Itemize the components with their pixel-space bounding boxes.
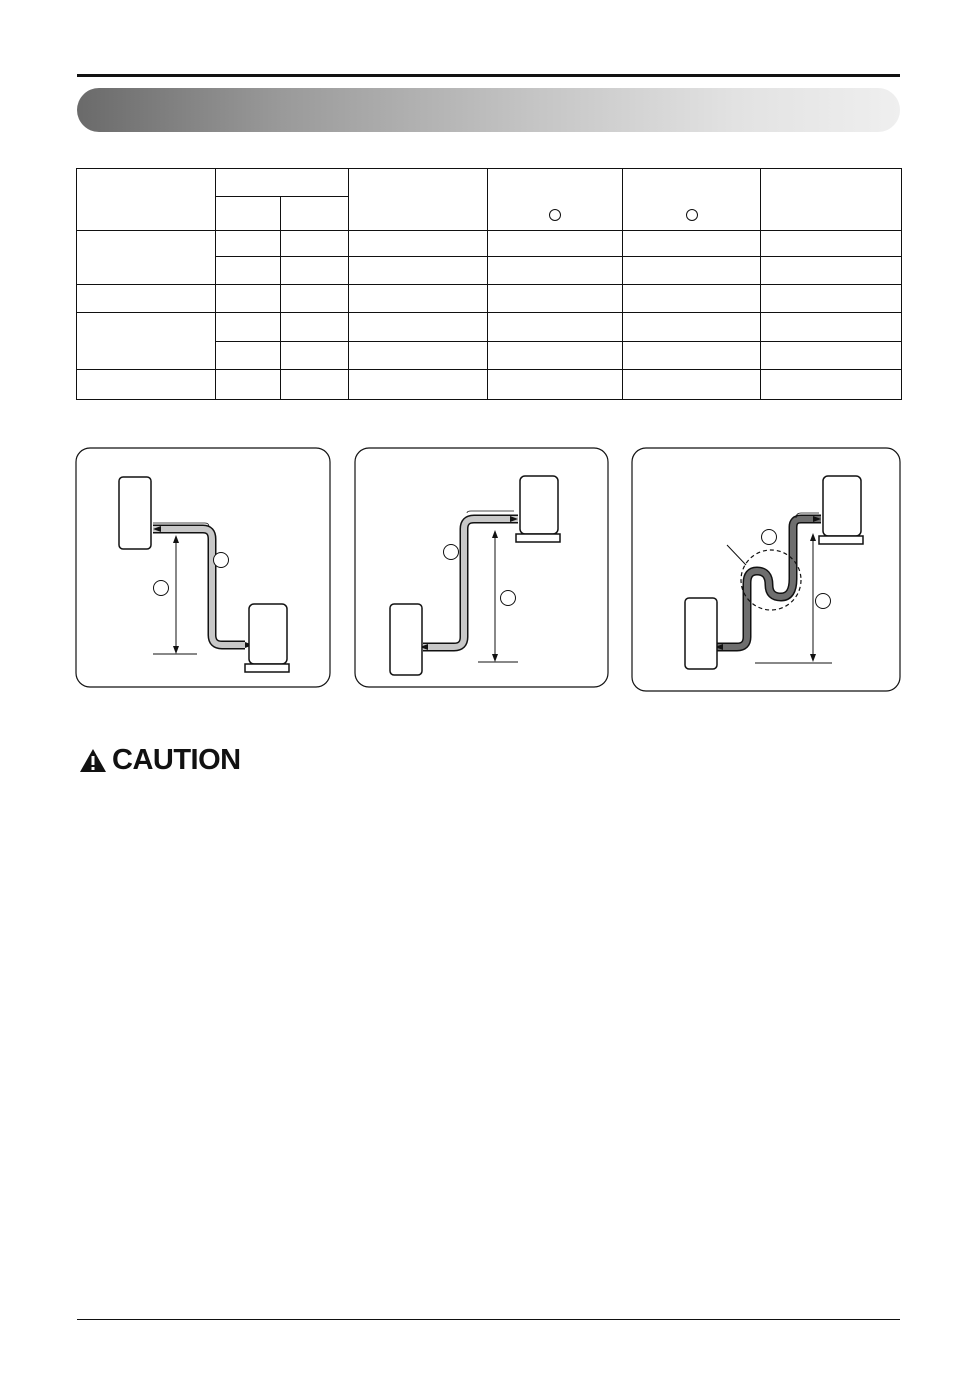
table-cell (761, 313, 902, 342)
warning-triangle-icon (79, 748, 107, 773)
header-cell-marker-a (488, 169, 623, 231)
table-cell (216, 285, 281, 313)
marker-b-icon (686, 209, 698, 221)
table-cell (349, 285, 488, 313)
table-cell (488, 257, 623, 285)
table-cell (488, 370, 623, 400)
marker-a-icon (816, 594, 831, 609)
table-cell (761, 370, 902, 400)
header-cell (349, 169, 488, 231)
table-cell (349, 313, 488, 342)
table-cell (488, 342, 623, 370)
table-cell (77, 313, 216, 370)
indoor-unit-icon (119, 477, 151, 549)
table-cell (77, 285, 216, 313)
table-cell (216, 231, 281, 257)
table-cell (77, 231, 216, 285)
table-row (77, 285, 902, 313)
table-cell (216, 313, 281, 342)
diagram-outdoor-above-indoor-with-trap (631, 447, 901, 693)
header-cell (77, 169, 216, 231)
table-cell (349, 231, 488, 257)
table-cell (623, 313, 761, 342)
table-header-row (77, 169, 902, 197)
table-cell (216, 370, 281, 400)
table-cell (761, 257, 902, 285)
marker-a-icon (549, 209, 561, 221)
top-rule (77, 74, 900, 77)
header-cell (281, 197, 349, 231)
table-cell (281, 285, 349, 313)
indoor-unit-icon (390, 604, 422, 675)
header-cell (761, 169, 902, 231)
header-cell-marker-b (623, 169, 761, 231)
header-cell (216, 197, 281, 231)
table-cell (349, 257, 488, 285)
marker-a-icon (501, 591, 516, 606)
diagram-indoor-above-outdoor (75, 447, 332, 689)
pipe-spec-table (76, 168, 902, 400)
table-cell (623, 231, 761, 257)
table-cell (281, 231, 349, 257)
table-cell (281, 257, 349, 285)
marker-a-icon (154, 581, 169, 596)
caution-heading: CAUTION (112, 744, 241, 776)
table-cell (623, 370, 761, 400)
header-cell (216, 169, 349, 197)
table-row (77, 231, 902, 257)
diagram-outdoor-above-indoor (354, 447, 610, 689)
table-row (77, 370, 902, 400)
section-title-bar (77, 88, 900, 132)
table-cell (281, 342, 349, 370)
table-cell (77, 370, 216, 400)
outdoor-unit-icon (819, 476, 863, 544)
table-cell (623, 342, 761, 370)
table-cell (623, 257, 761, 285)
table-cell (761, 285, 902, 313)
table-cell (349, 342, 488, 370)
table-cell (488, 285, 623, 313)
table-cell (488, 231, 623, 257)
marker-b-icon (762, 530, 777, 545)
outdoor-unit-icon (245, 604, 289, 672)
table-cell (349, 370, 488, 400)
marker-b-icon (444, 545, 459, 560)
marker-b-icon (214, 553, 229, 568)
bottom-rule (77, 1319, 900, 1320)
table-cell (216, 257, 281, 285)
table-row (77, 313, 902, 342)
table-cell (281, 313, 349, 342)
table-cell (623, 285, 761, 313)
outdoor-unit-icon (516, 476, 560, 542)
table-cell (488, 313, 623, 342)
table-cell (216, 342, 281, 370)
table-cell (761, 231, 902, 257)
table-cell (761, 342, 902, 370)
indoor-unit-icon (685, 598, 717, 669)
table-cell (281, 370, 349, 400)
